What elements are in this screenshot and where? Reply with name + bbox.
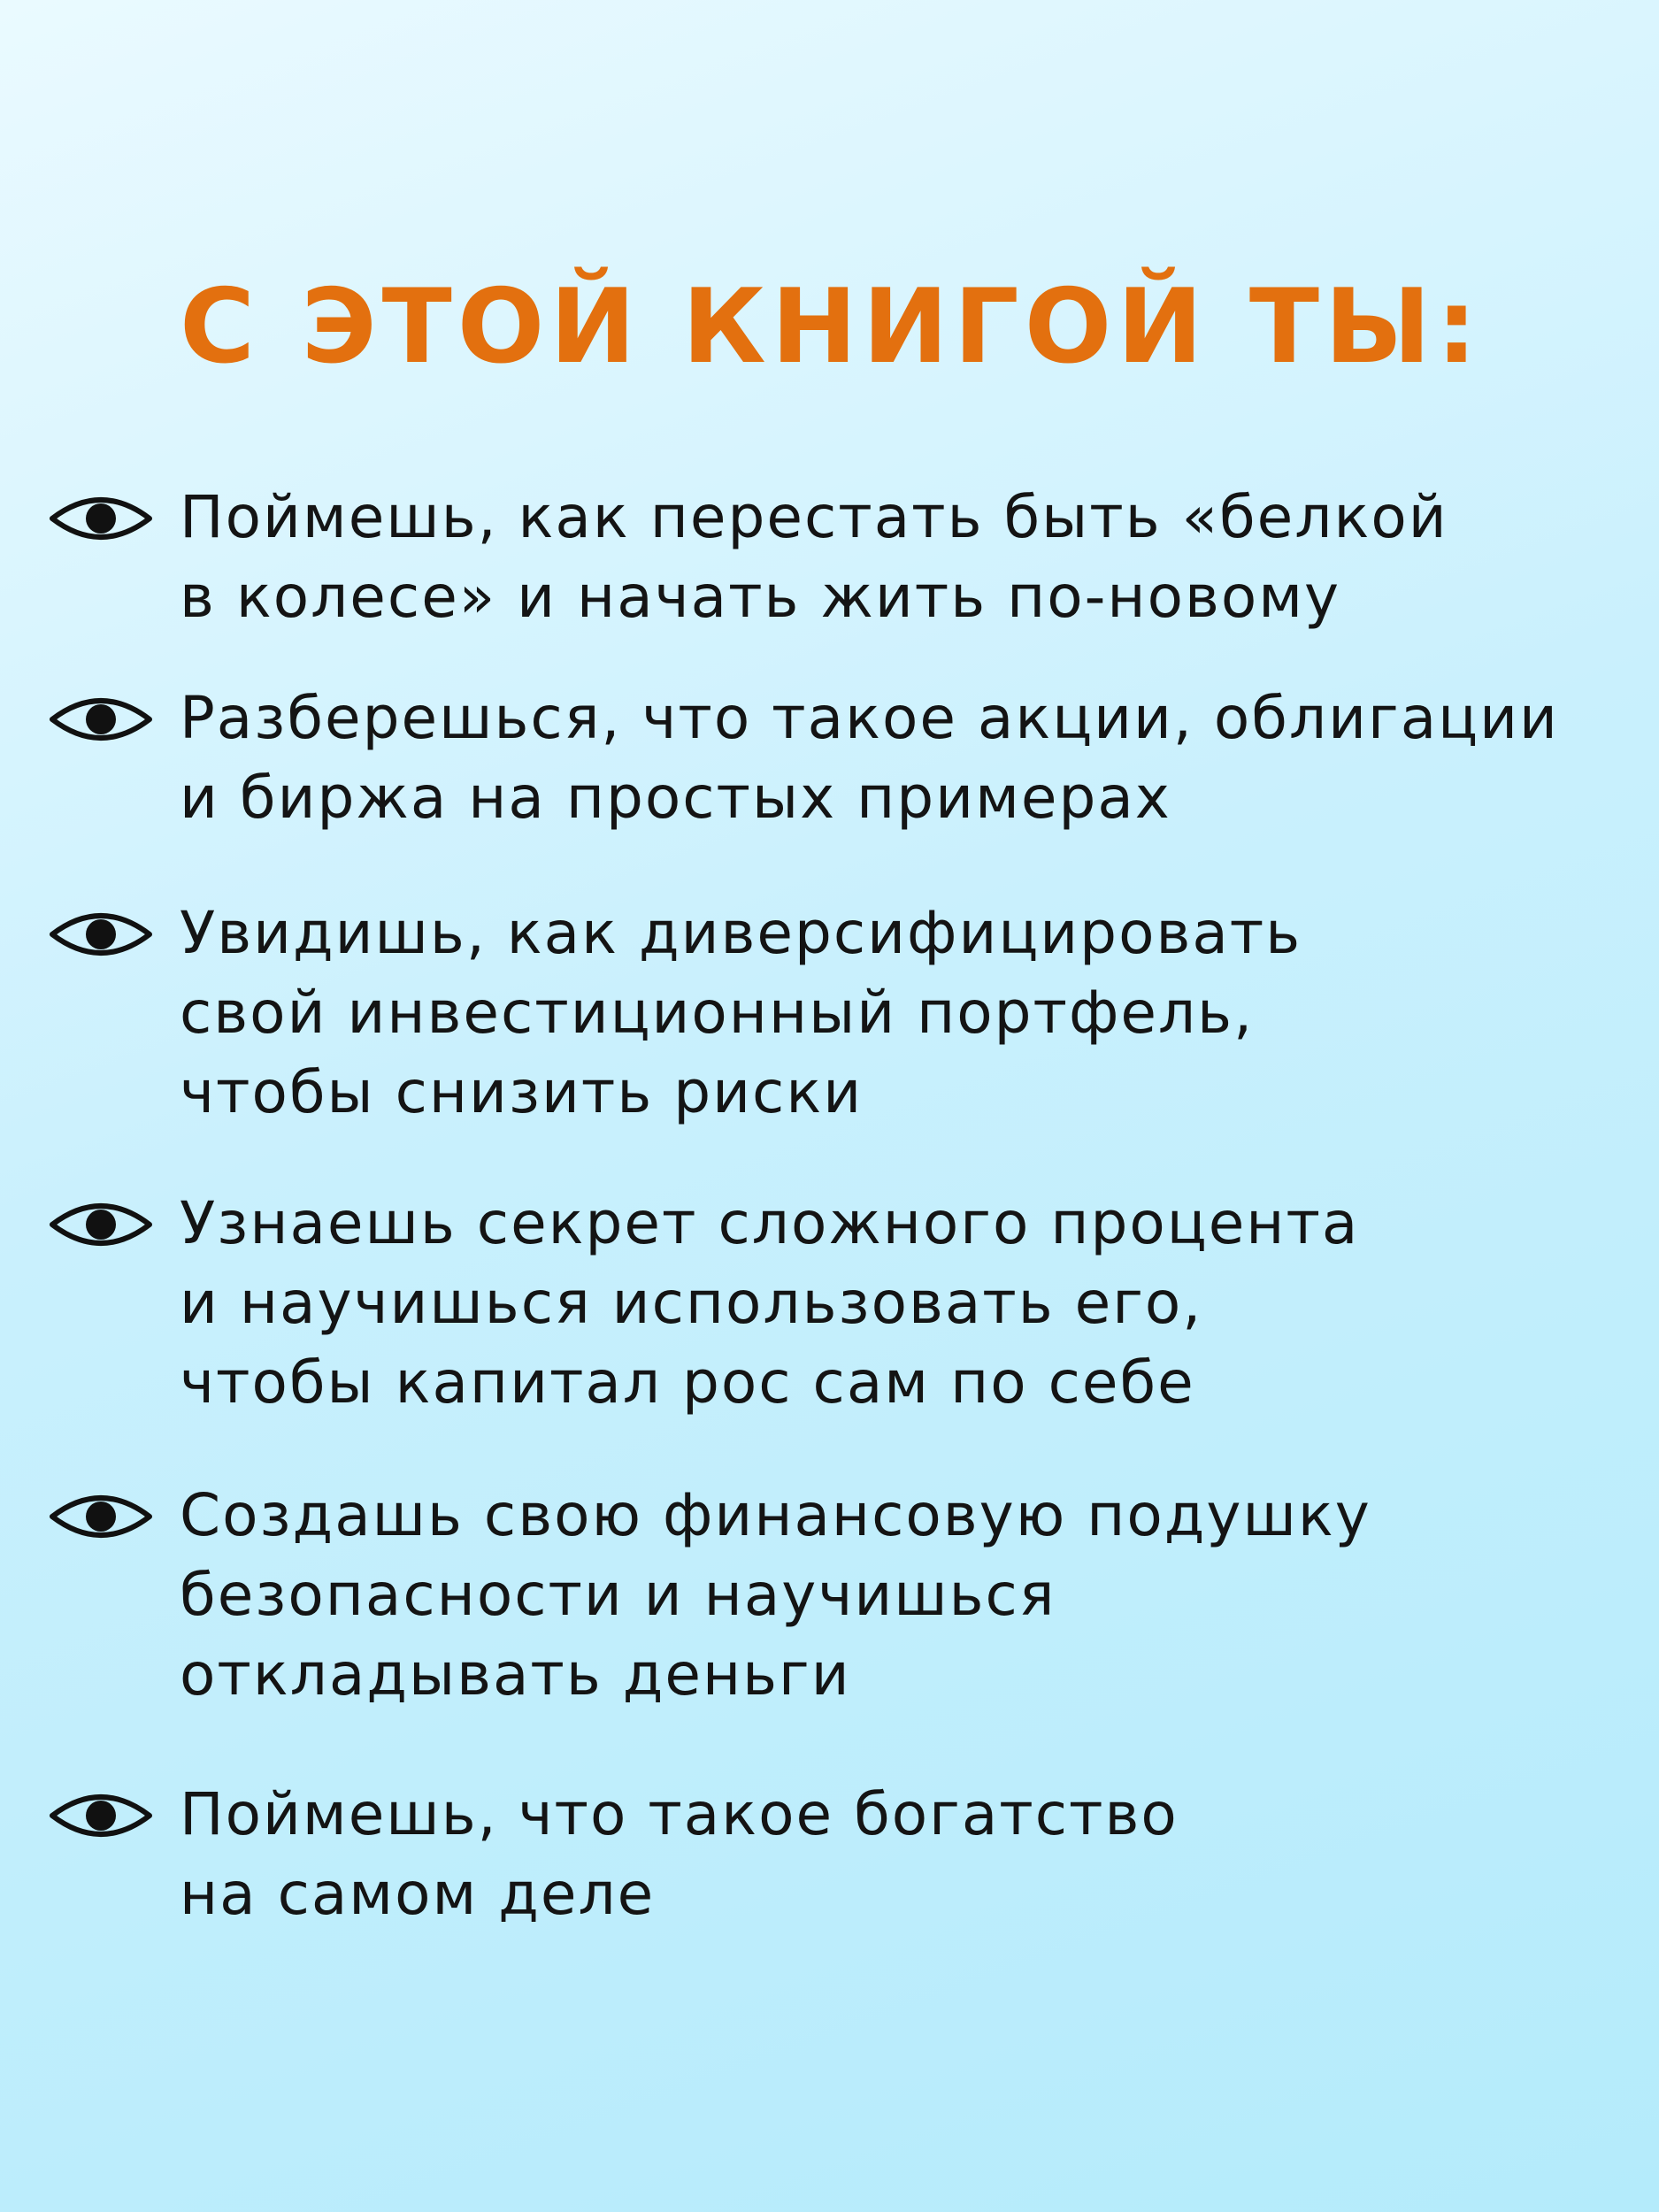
eye-icon xyxy=(49,492,153,545)
page-title: С ЭТОЙ КНИГОЙ ТЫ: xyxy=(180,267,1483,387)
list-item-line: безопасности и научишься xyxy=(180,1561,1056,1629)
list-item-text xyxy=(180,679,1631,838)
list-item-line: Узнаешь секрет сложного процента xyxy=(180,1189,1360,1257)
list-item-text xyxy=(180,1775,1631,1934)
list-item-line: свой инвестиционный портфель, xyxy=(180,979,1255,1047)
eye-icon xyxy=(49,1198,153,1251)
list-item-line: Создашь свою финансовую подушку xyxy=(180,1481,1371,1549)
list-item-line: чтобы снизить риски xyxy=(180,1058,864,1126)
eye-icon xyxy=(49,693,153,746)
list-item-line: Поймешь, что такое богатство xyxy=(180,1780,1179,1848)
list-item-line: на самом деле xyxy=(180,1860,656,1928)
list-item-line: Увидишь, как диверсифицировать xyxy=(180,899,1302,967)
list-item-line: откладывать деньги xyxy=(180,1640,851,1709)
list-item-text xyxy=(180,1476,1631,1715)
list-item-text xyxy=(180,478,1631,637)
list-item-line: Разберешься, что такое акции, облигации xyxy=(180,684,1559,752)
list-item-line: в колесе» и начать жить по-новому xyxy=(180,563,1341,631)
eye-icon xyxy=(49,1490,153,1543)
list-item-text xyxy=(180,1184,1631,1423)
list-item-line: и биржа на простых примерах xyxy=(180,764,1171,832)
list-item-line: чтобы капитал рос сам по себе xyxy=(180,1348,1195,1417)
list-item-line: Поймешь, как перестать быть «белкой xyxy=(180,483,1448,551)
eye-icon xyxy=(49,1789,153,1842)
eye-icon xyxy=(49,908,153,961)
list-item-line: и научишься использовать его, xyxy=(180,1269,1203,1337)
list-item-text xyxy=(180,894,1631,1133)
